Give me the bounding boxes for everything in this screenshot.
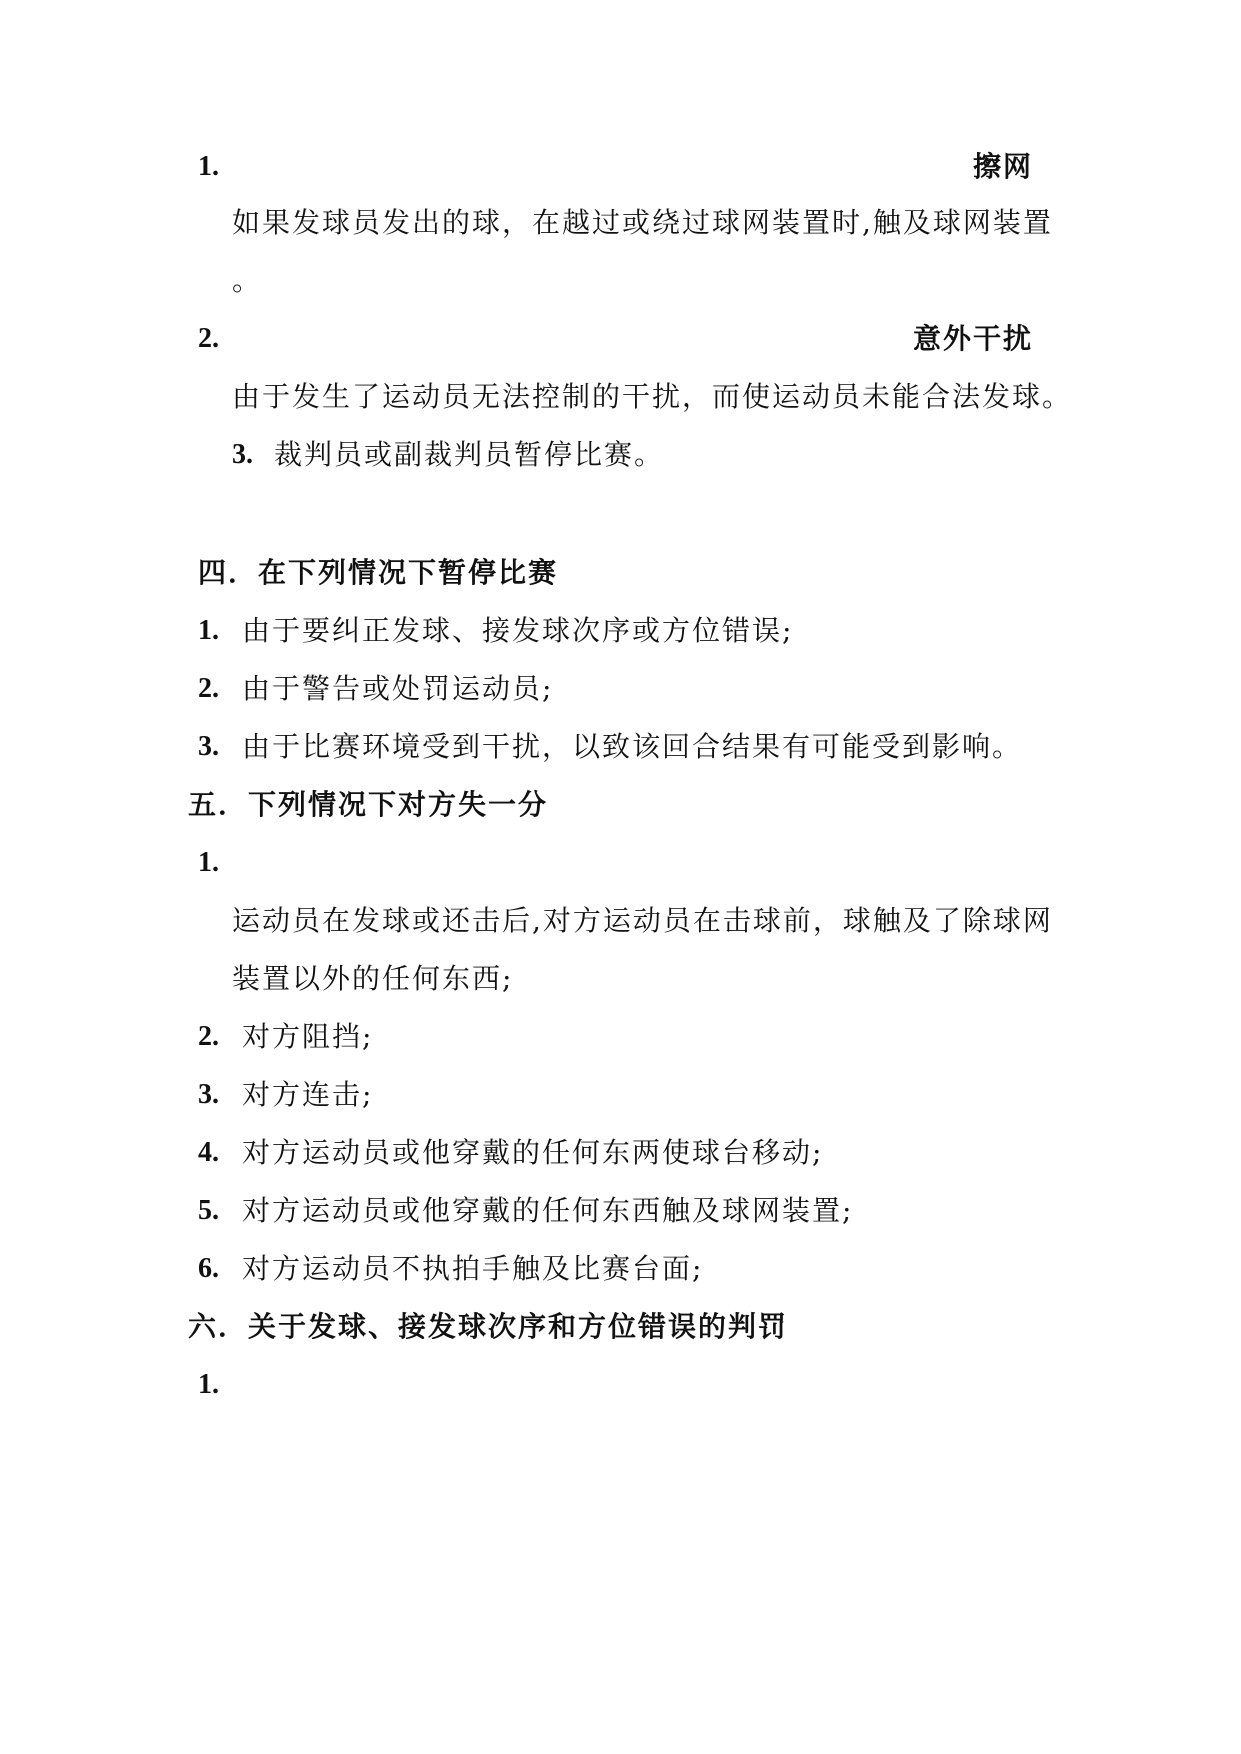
section-heading-5: 五．下列情况下对方失一分: [188, 788, 549, 821]
item-number: 6.: [198, 1253, 219, 1284]
item-body-continuation: 装置以外的任何东西;: [232, 962, 514, 995]
item-number: 1.: [198, 151, 219, 182]
item-text: 由于比赛环境受到干扰，以致该回合结果有可能受到影响。: [242, 730, 1023, 763]
item-number: 2.: [198, 1021, 219, 1052]
item-text: 由于警告或处罚运动员;: [242, 672, 554, 705]
item-number: 3.: [198, 1079, 219, 1110]
item-text: 裁判员或副裁判员暂停比赛。: [274, 438, 665, 471]
item-title-net-touch: 擦网: [972, 150, 1033, 183]
item-number: 3.: [232, 439, 253, 470]
item-number: 1.: [198, 847, 219, 878]
item-text: 对方运动员或他穿戴的任何东西触及球网装置;: [242, 1194, 854, 1227]
item-number: 2.: [198, 323, 219, 354]
item-body: 如果发球员发出的球，在越过或绕过球网装置时,触及球网装置: [232, 206, 1053, 239]
item-text: 对方连击;: [242, 1078, 374, 1111]
item-body-continuation: 。: [232, 264, 263, 297]
item-number: 3.: [198, 731, 219, 762]
section-heading-6: 六．关于发球、接发球次序和方位错误的判罚: [188, 1310, 789, 1343]
item-text: 由于要纠正发球、接发球次序或方位错误;: [242, 614, 794, 647]
item-number: 2.: [198, 673, 219, 704]
item-text: 对方运动员不执拍手触及比赛台面;: [242, 1252, 704, 1285]
section-heading-4: 四．在下列情况下暂停比赛: [198, 556, 559, 589]
item-text: 对方运动员或他穿戴的任何东两使球台移动;: [242, 1136, 824, 1169]
item-body: 由于发生了运动员无法控制的干扰，而使运动员未能合法发球。: [232, 380, 1073, 413]
item-text: 对方阻挡;: [242, 1020, 374, 1053]
item-number: 1.: [198, 1369, 219, 1400]
item-number: 1.: [198, 615, 219, 646]
item-number: 5.: [198, 1195, 219, 1226]
item-number: 4.: [198, 1137, 219, 1168]
item-title-accidental-interference: 意外干扰: [912, 322, 1033, 355]
item-body: 运动员在发球或还击后,对方运动员在击球前，球触及了除球网: [232, 904, 1053, 937]
